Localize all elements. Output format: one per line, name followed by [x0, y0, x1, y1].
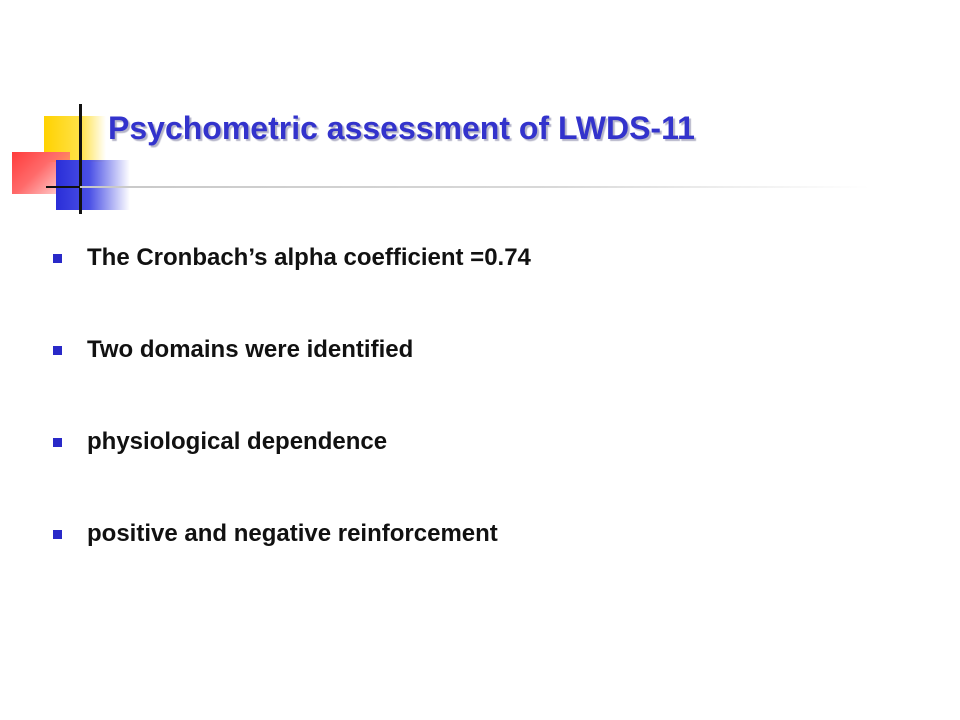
bullet-text: physiological dependence [87, 428, 388, 455]
bullet-text: positive and negative reinforcement [87, 520, 498, 547]
title-underline [80, 186, 870, 188]
slide-title: Psychometric assessment of LWDS-11 [108, 110, 695, 146]
square-bullet-icon [53, 346, 62, 355]
bullet-text: Two domains were identified [87, 336, 414, 363]
square-bullet-icon [53, 254, 62, 263]
bullet-text: The Cronbach’s alpha coefficient =0.74 [87, 244, 531, 271]
square-bullet-icon [53, 438, 62, 447]
square-bullet-icon [53, 530, 62, 539]
blue-square-decoration [56, 160, 130, 210]
vertical-rule-decoration [79, 104, 82, 214]
